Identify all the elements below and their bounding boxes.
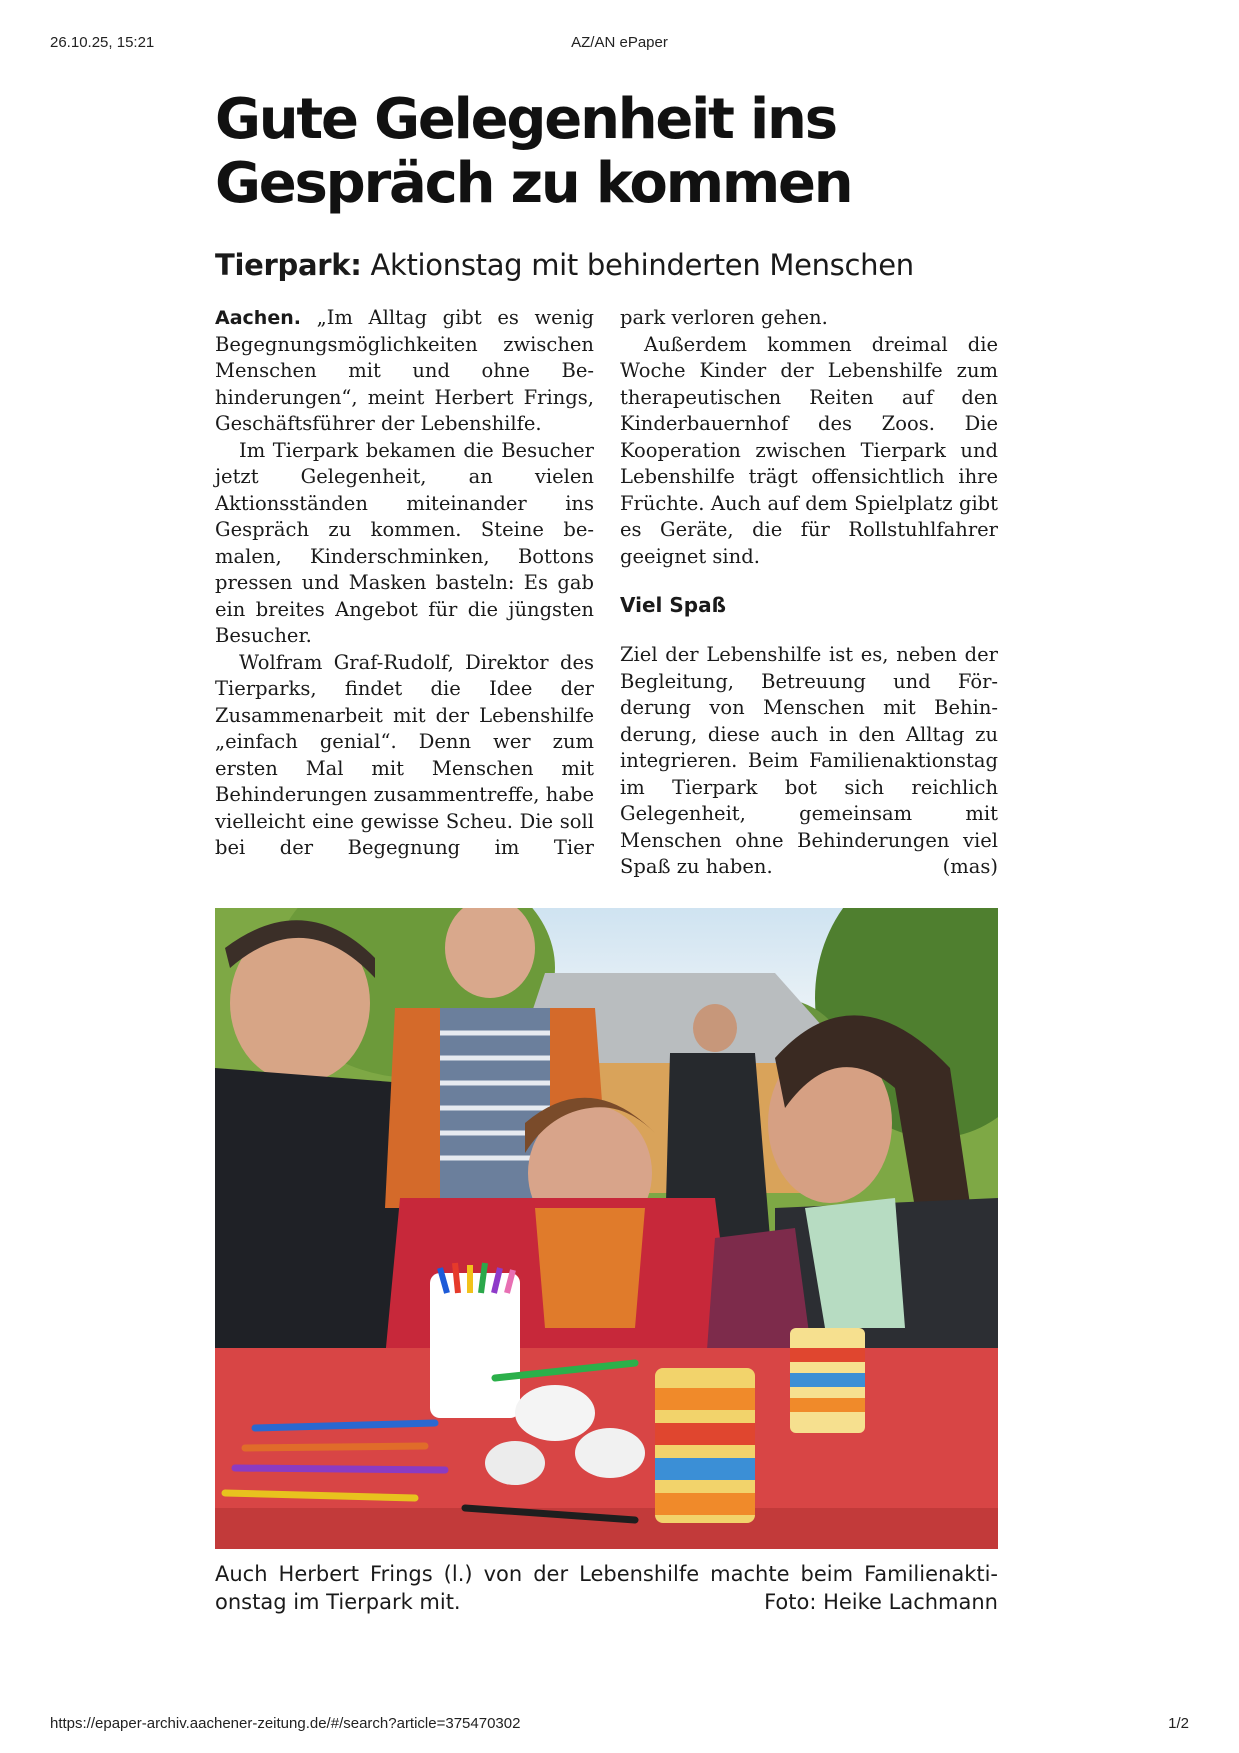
headline-line-2: Gespräch zu kommen [215,151,852,216]
article-headline [215,88,1015,216]
paragraph-text: „Im Alltag gibt es wenig Begegnungsmöglichkeiten zwischen Menschen mit und ohne Behinderungen“, meint Herbert Frings, Geschäftsführer der Lebenshilfe. [215,306,595,435]
caption-line-2: onstag im Tierpark mit. [215,1590,461,1614]
dateline: Aachen. [215,307,301,329]
paragraph-text: Ziel der Lebenshilfe ist es, neben der Begleitung, Betreuung und Förderung von Menschen mit Behinderung, diese auch in den Alltag zu integrieren. Beim Familienaktionstag im Tierpark bot sich reichlich Gelegenheit, gemeinsam mit Menschen ohne Behinderungen viel Spaß zu haben. [620,643,998,878]
paragraph [620,642,998,881]
article-photo [215,908,998,1549]
paragraph: Im Tierpark bekamen die Besucher jetzt Gelegenheit, an vielen Aktionsständen miteinander ins Gespräch zu kommen. Steine bemalen, Kinderschminken, Bottons pressen und Masken basteln: Es gab ein breites Angebot für die jüngsten Besucher. [215,438,594,647]
section-heading: Viel Spaß [620,593,726,617]
print-url: https://epaper-archiv.aachener-zeitung.de/#/search?article=375470302 [50,1715,521,1732]
print-page-number: 1/2 [1168,1715,1189,1732]
subheadline-text: Aktionstag mit behinderten Menschen [370,248,914,282]
paragraph: park verloren gehen. [620,306,828,329]
photo-illustration [215,908,998,1549]
article-column-right [620,305,998,881]
photo-caption [215,1560,998,1616]
author-tag: (mas) [942,855,998,878]
print-datetime: 26.10.25, 15:21 [50,34,155,51]
print-site-title: AZ/AN ePaper [571,34,668,51]
paragraph: Wolfram Graf-Rudolf, Direktor des Tierparks, findet die Idee der Zusammenarbeit mit der Lebenshilfe „einfach genial“. Denn wer zum ersten Mal mit Menschen mit Behinderungen zusammentreffe, habe vielleicht eine gewisse Scheu. Die soll bei der Begegnung im Tier [215,650,594,859]
caption-line-1: Auch Herbert Frings (l.) von der Lebenshilfe machte beim Familienakti- [215,1562,998,1586]
photo-credit: Foto: Heike Lachmann [764,1590,998,1614]
article-subheadline [215,248,1015,282]
headline-line-1: Gute Gelegenheit ins [215,87,836,152]
kicker: Tierpark: [215,248,362,282]
paragraph [215,305,594,438]
paragraph: Außerdem kommen dreimal die Woche Kinder der Lebenshilfe zum therapeutischen Reiten auf den Kinderbauernhof des Zoos. Die Kooperation zwischen Tierpark und Lebenshilfe trägt offensichtlich ihre Früchte. Auch auf dem Spielplatz gibt es Geräte, die für Rollstuhlfahrer geeignet sind. [620,332,998,568]
caption-line-2-row [215,1588,998,1616]
article-column-left [215,305,594,862]
